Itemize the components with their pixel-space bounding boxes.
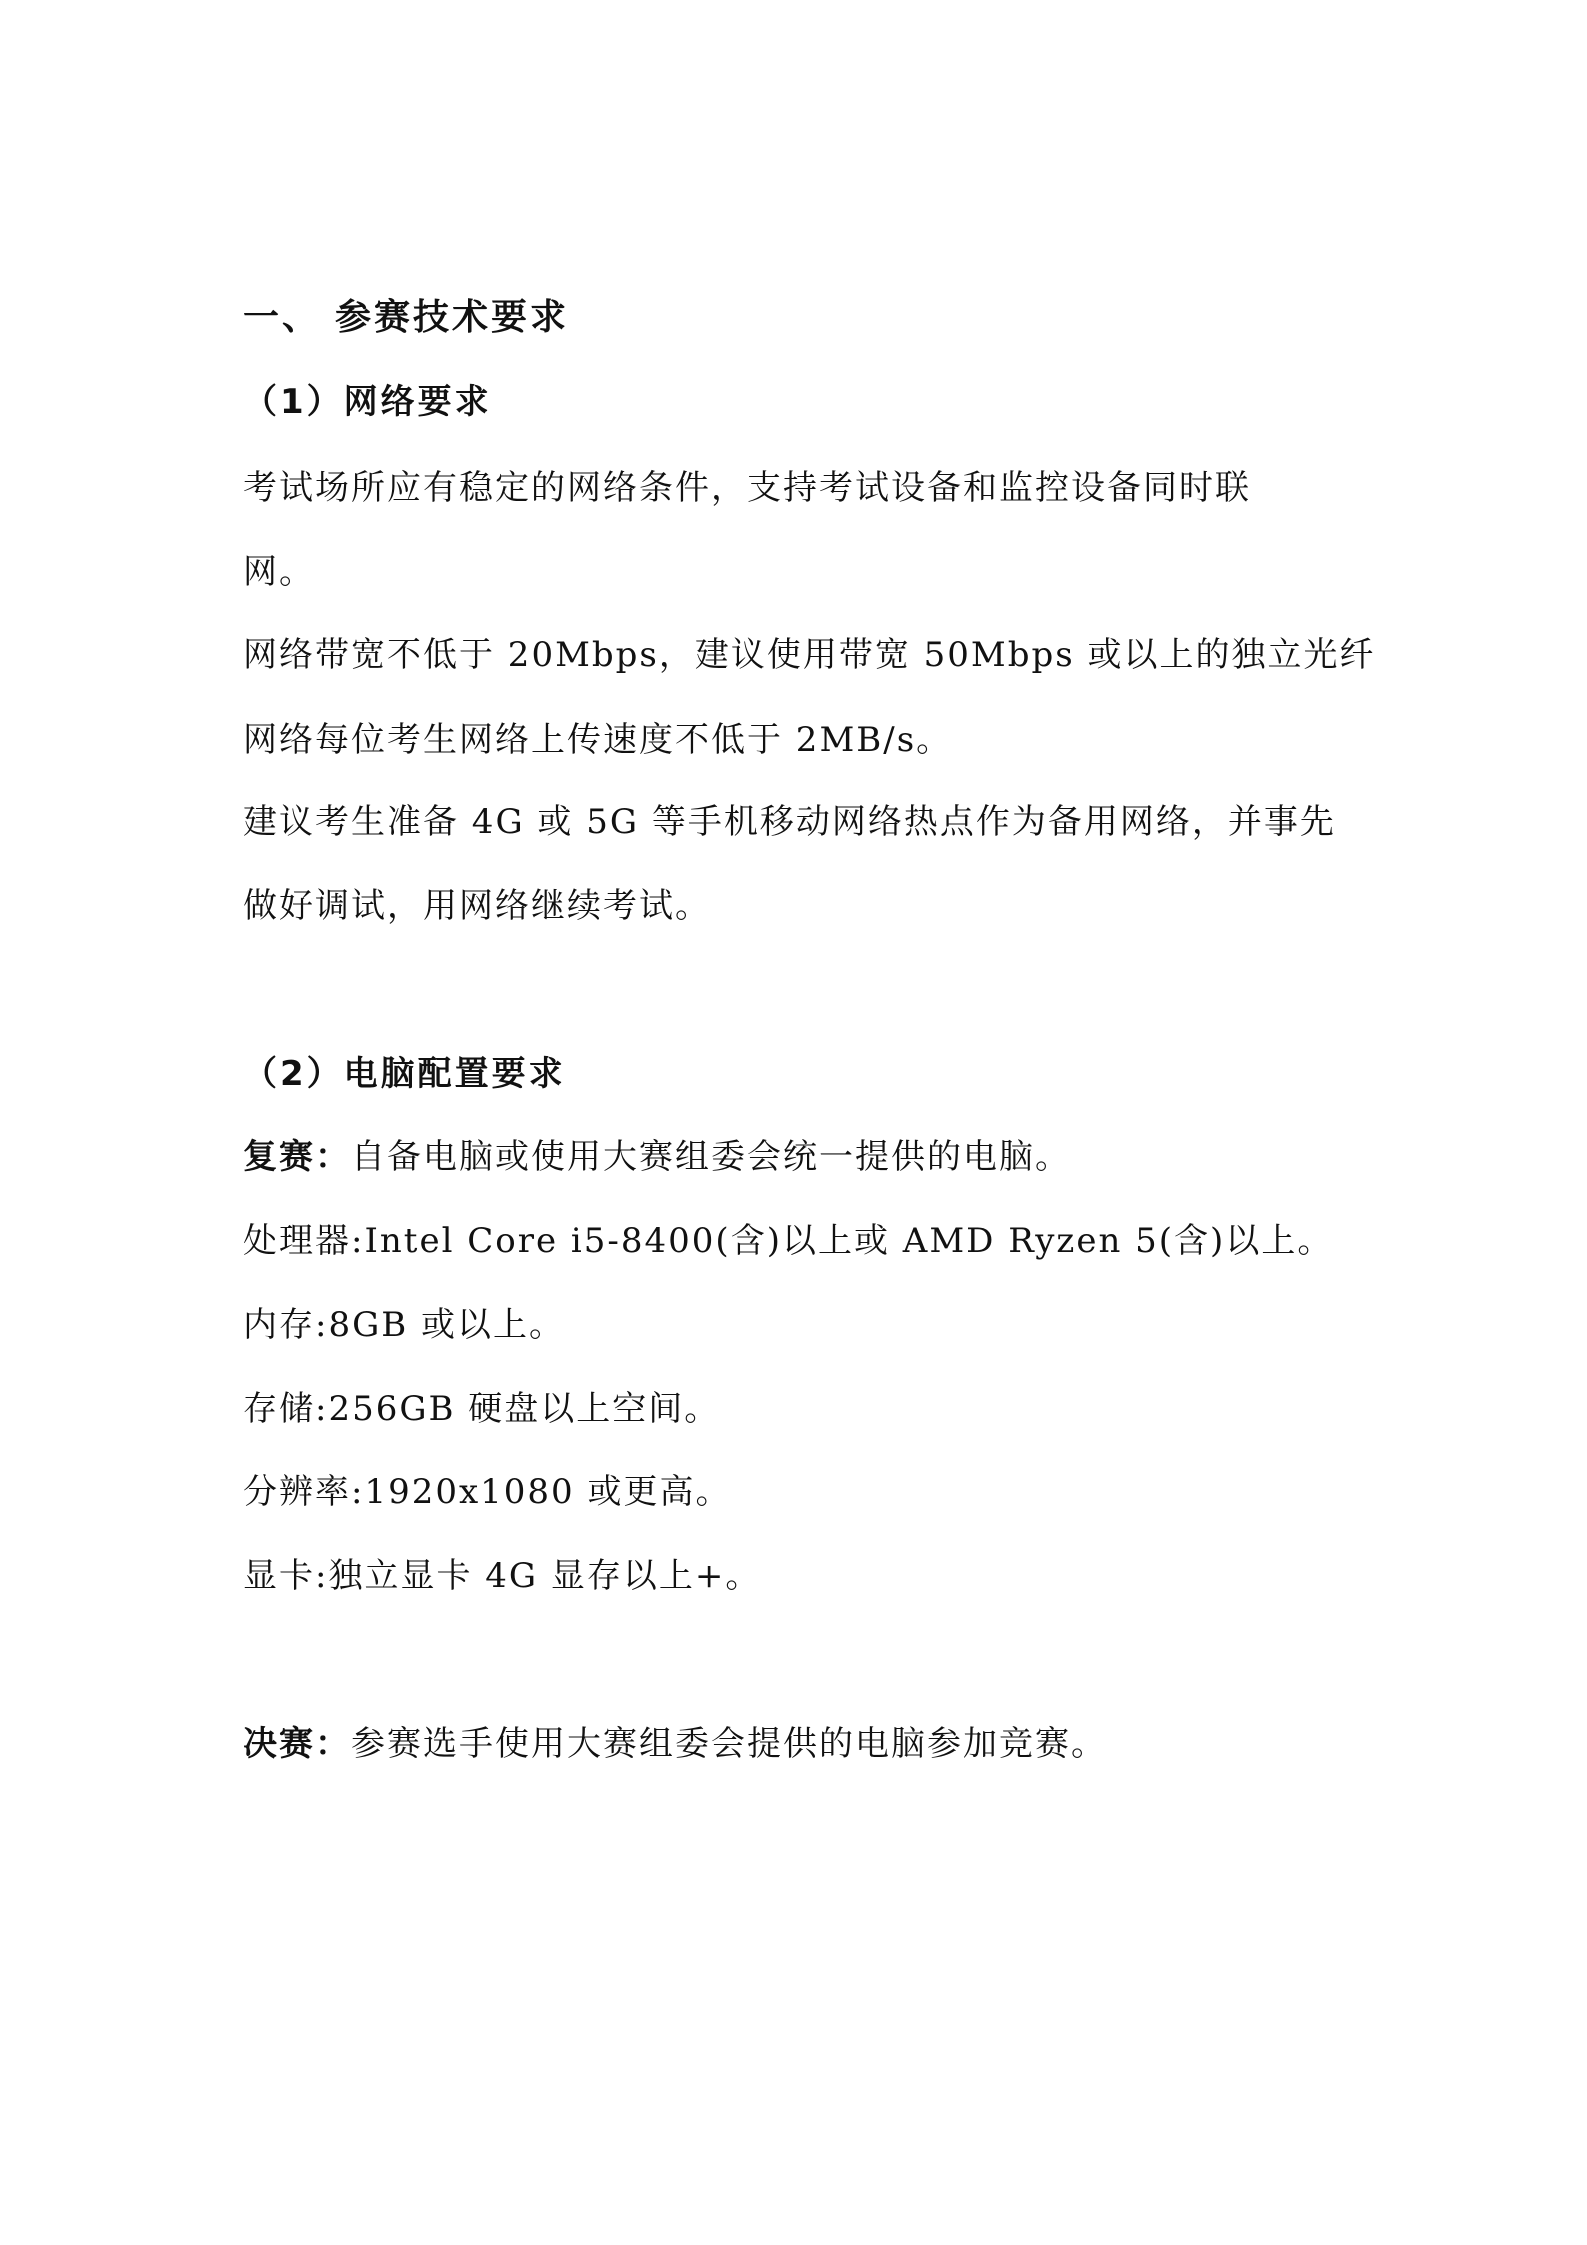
final-label: 决赛：: [243, 1724, 351, 1764]
network-heading: （1）网络要求: [243, 382, 492, 422]
network-paragraph-line: 做好调试，用网络继续考试。: [243, 886, 711, 926]
rematch-line: [243, 1135, 1071, 1179]
network-paragraph-line: 网络每位考生网络上传速度不低于 2MB/s。: [243, 720, 953, 760]
memory-requirement: 内存:8GB 或以上。: [243, 1305, 566, 1345]
storage-requirement: 存储:256GB 硬盘以上空间。: [243, 1389, 721, 1429]
final-text: 参赛选手使用大赛组委会提供的电脑参加竞赛。: [351, 1724, 1107, 1764]
rematch-text: 自备电脑或使用大赛组委会统一提供的电脑。: [351, 1137, 1071, 1177]
section-title: 参赛技术要求: [335, 297, 570, 338]
rematch-label: 复赛：: [243, 1137, 351, 1177]
network-paragraph-line: 网。: [243, 552, 315, 592]
network-paragraph-line: 考试场所应有稳定的网络条件，支持考试设备和监控设备同时联: [243, 468, 1251, 508]
gpu-requirement: 显卡:独立显卡 4G 显存以上+。: [243, 1556, 762, 1596]
resolution-requirement: 分辨率:1920x1080 或更高。: [243, 1472, 732, 1512]
network-paragraph-line: 网络带宽不低于 20Mbps，建议使用带宽 50Mbps 或以上的独立光纤: [243, 635, 1376, 675]
section-number: 一、: [243, 297, 322, 338]
computer-heading: （2）电脑配置要求: [243, 1054, 566, 1094]
cpu-requirement: 处理器:Intel Core i5-8400(含)以上或 AMD Ryzen 5(含)以上。: [243, 1221, 1334, 1261]
network-paragraph-line: 建议考生准备 4G 或 5G 等手机移动网络热点作为备用网络，并事先: [243, 802, 1336, 842]
final-line: [243, 1722, 1107, 1766]
section-heading: [243, 296, 569, 340]
